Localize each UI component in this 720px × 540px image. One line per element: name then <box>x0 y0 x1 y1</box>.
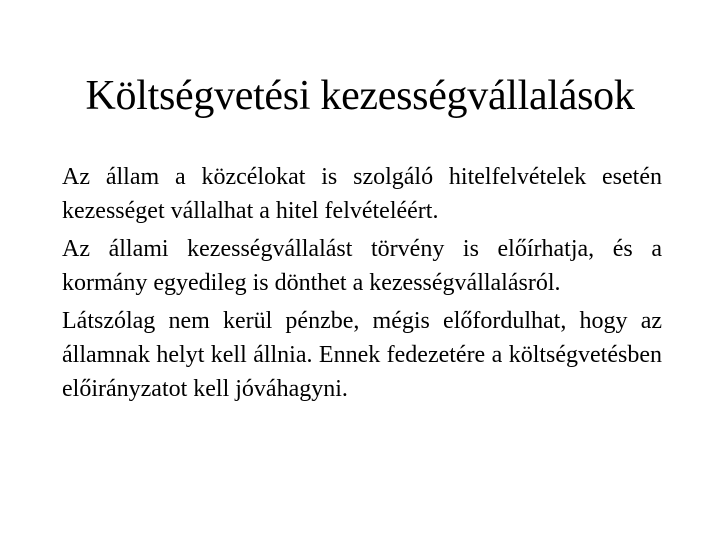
body-paragraph-2: Az állami kezességvállalást törvény is előírhatja, és a kormány egyedileg is dönthet a kezességvállalásról. <box>62 236 662 296</box>
body-paragraph-3: Látszólag nem kerül pénzbe, mégis előfordulhat, hogy az államnak helyt kell állnia. Ennek fedezetére a költségvetésben előirányzatot kell jóváhagyni. <box>62 308 662 402</box>
body-paragraph-1: Az állam a közcélokat is szolgáló hitelfelvételek esetén kezességet vállalhat a hitel felvételéért. <box>62 164 662 224</box>
slide-title: Költségvetési kezességvállalások <box>85 73 635 119</box>
slide-body <box>62 160 662 410</box>
